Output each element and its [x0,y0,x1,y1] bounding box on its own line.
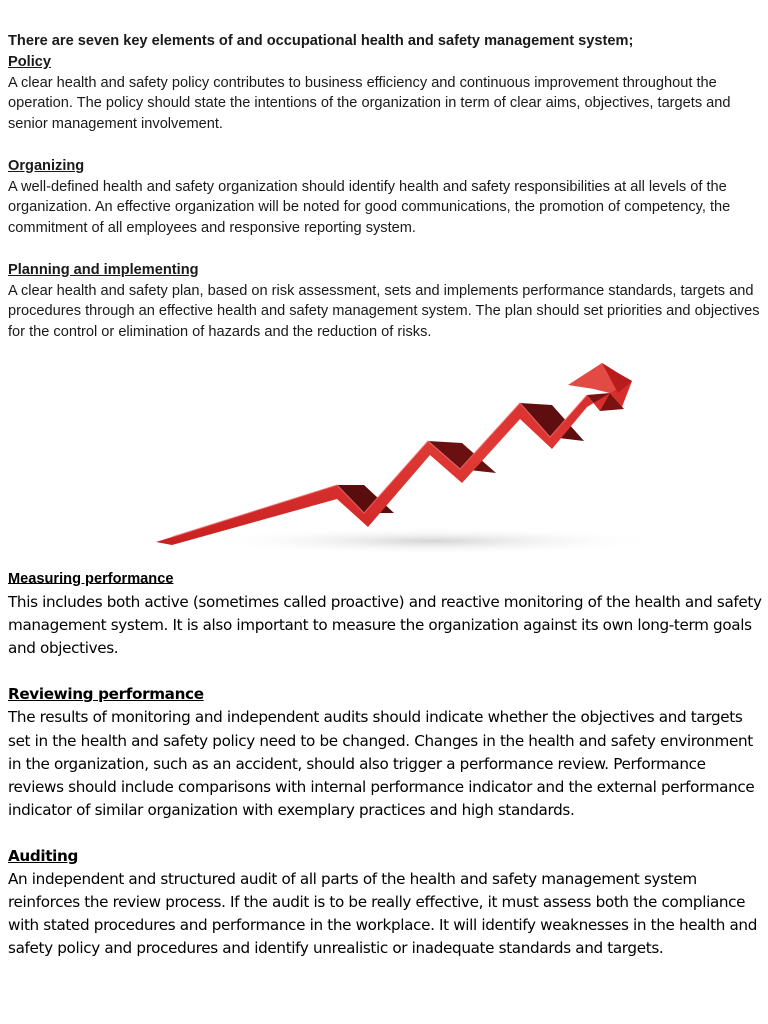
section-body-policy: A clear health and safety policy contributes to business efficiency and continuous improvement throughout the operation. The policy should state the intentions of the organization in term of clear aims, objectives, targets and senior management involvement. [8,74,731,133]
section-body-measuring: This includes both active (sometimes called proactive) and reactive monitoring of the health and safety management system. It is also important to measure the organization against its own long-term goals and objectives. [8,593,762,658]
rising-arrow-figure [132,345,657,567]
section-heading-planning: Planning and implementing [8,261,199,278]
section-body-planning: A clear health and safety plan, based on risk assessment, sets and implements performance standards, targets and procedures through an effective health and safety management system. The plan should set priorities and objectives for the control or elimination of hazards and the reduction of risks. [8,282,760,341]
bottom-text-block [8,591,764,961]
section-body-reviewing: The results of monitoring and independent audits should indicate whether the objectives and targets set in the health and safety policy need to be changed. Changes in the health and safety environment in the organization, such as an accident, should also trigger a performance review. Performance reviews should include comparisons with internal performance indicator and the external performance indicator of similar organization with exemplary practices and high standards. [8,708,755,819]
top-text-block [8,31,764,343]
rising-red-arrow-icon [132,345,657,567]
section-body-organizing: A well-defined health and safety organization should identify health and safety responsibilities at all levels of the organization. An effective organization will be noted for good communications, the promotion of competency, the commitment of all employees and responsive reporting system. [8,178,731,237]
section-heading-measuring: Measuring performance [8,571,174,587]
section-heading-policy: Policy [8,53,51,70]
section-body-auditing: An independent and structured audit of all parts of the health and safety management system reinforces the review process. If the audit is to be really effective, it must assess both the compliance with stated procedures and performance in the workplace. It will identify weaknesses in the health and safety policy and procedures and identify unrealistic or inadequate standards and targets. [8,870,757,958]
section-heading-organizing: Organizing [8,157,85,174]
section-heading-reviewing: Reviewing performance [8,685,204,704]
section-heading-auditing: Auditing [8,847,78,866]
intro-heading: There are seven key elements of and occupational health and safety management system; [8,33,634,49]
